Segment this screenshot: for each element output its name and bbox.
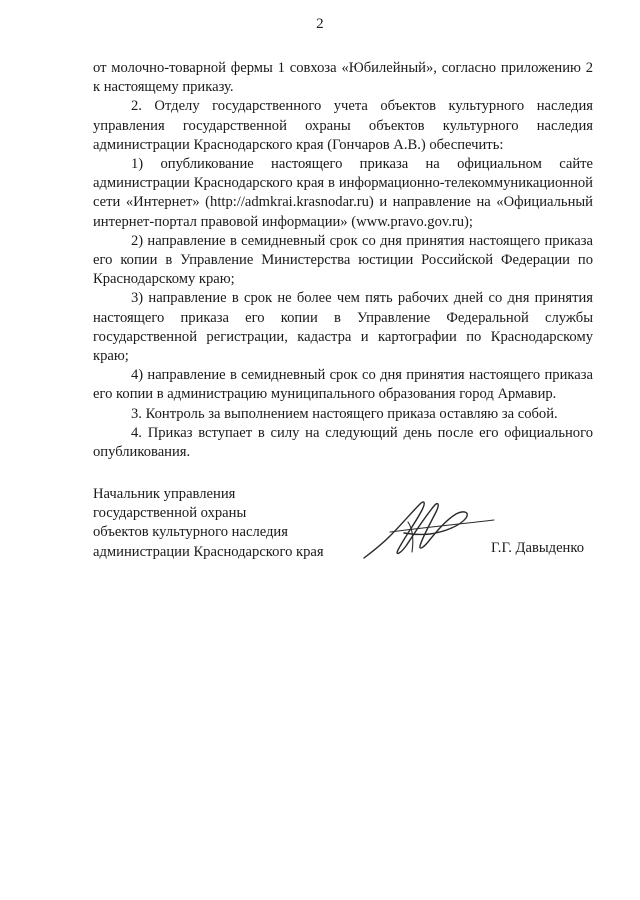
paragraph-subitem-2: 2) направление в семидневный срок со дня принятия настоящего приказа его копии в Управление Министерства юстиции Российской Федерации по Краснодарскому краю; <box>93 232 593 288</box>
paragraph-subitem-3: 3) направление в срок не более чем пять рабочих дней со дня принятия настоящего приказа его копии в Управление Федеральной службы государственной регистрации, кадастра и картографии по Краснодарскому краю; <box>93 290 593 365</box>
signatory-title-line: государственной охраны <box>93 505 247 522</box>
paragraph-continuation: от молочно-товарной фермы 1 совхоза «Юбилейный», согласно приложению 2 к настоящему приказу. <box>93 60 593 96</box>
signatory-title-line: объектов культурного наследия <box>93 524 288 541</box>
page-number: 2 <box>316 16 324 32</box>
signatory-title <box>93 485 393 562</box>
paragraph-item-2: 2. Отделу государственного учета объектов культурного наследия управления государственной охраны объектов культурного наследия администрации Краснодарского края (Гончаров А.В.) обеспечить: <box>93 98 593 153</box>
paragraph-subitem-1: 1) опубликование настоящего приказа на официальном сайте администрации Краснодарского края в информационно-телекоммуникационной сети «Интернет» (http://admkrai.krasnodar.ru) и направление на «Официальный интернет-портал правовой информации» (www.pravo.gov.ru); <box>93 156 593 230</box>
signatory-name: Г.Г. Давыденко <box>491 540 585 556</box>
paragraph-item-4: 4. Приказ вступает в силу на следующий день после его официального опубликования. <box>93 424 593 461</box>
document-body <box>93 59 593 462</box>
paragraph-item-3: 3. Контроль за выполнением настоящего приказа оставляю за собой. <box>131 405 558 422</box>
handwritten-signature <box>360 492 500 567</box>
signatory-title-line: Начальник управления <box>93 486 236 502</box>
paragraph-subitem-4: 4) направление в семидневный срок со дня принятия настоящего приказа его копии в администрацию муниципального образования город Армавир. <box>93 367 593 403</box>
signatory-title-line: администрации Краснодарского края <box>93 543 324 560</box>
